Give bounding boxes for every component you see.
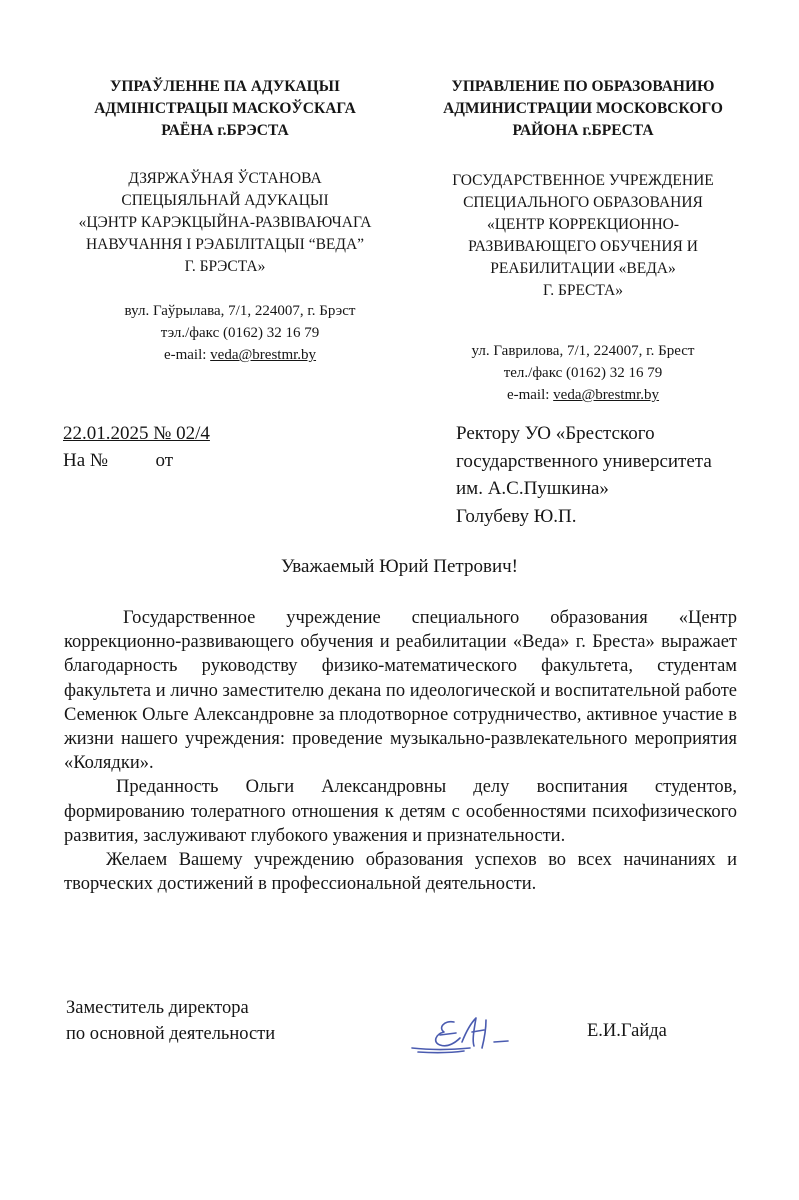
letter-body — [64, 606, 737, 896]
incoming-reference: На № от — [63, 450, 174, 471]
contacts-by — [40, 300, 410, 366]
email-link-ru[interactable]: veda@brestmr.by — [553, 387, 660, 403]
recipient-block: Ректору УО «Брестского государственного университета им. А.С.Пушкина» Голубеву Ю.П. — [456, 423, 712, 527]
handwritten-signature-icon — [410, 1008, 520, 1058]
org-name-ru: УПРАВЛЕНИЕ ПО ОБРАЗОВАНИЮ АДМИНИСТРАЦИИ МОСКОВСКОГО РАЙОНА г.БРЕСТА — [443, 78, 723, 139]
salutation: Уважаемый Юрий Петрович! — [281, 556, 518, 577]
header-belarusian — [40, 76, 410, 366]
contacts-ru — [400, 340, 766, 406]
email-ru: e-mail: veda@brestmr.by — [506, 387, 660, 403]
document-reference — [63, 420, 210, 474]
institution-name-ru: ГОСУДАРСТВЕННОЕ УЧРЕЖДЕНИЕ СПЕЦИАЛЬНОГО ОБРАЗОВАНИЯ «ЦЕНТР КОРРЕКЦИОННО- РАЗВИВАЮЩЕГО ОБУЧЕНИЯ И РЕАБИЛИТАЦИИ «ВЕДА» Г. БРЕСТА» — [452, 172, 714, 299]
phone-ru: тел./факс (0162) 32 16 79 — [503, 365, 663, 381]
date-and-number: 22.01.2025 № 02/4 — [63, 423, 210, 444]
address-by: вул. Гаўрылава, 7/1, 224007, г. Брэст — [124, 303, 356, 319]
paragraph-3: Желаем Вашему учреждению образования успехов во всех начинаниях и творческих достижений в профессиональной деятельности. — [64, 850, 737, 895]
email-by: e-mail: veda@brestmr.by — [163, 347, 317, 363]
institution-name-by: ДЗЯРЖАЎНАЯ ЎСТАНОВА СПЕЦЫЯЛЬНАЙ АДУКАЦЫІ «ЦЭНТР КАРЭКЦЫЙНА-РАЗВІВАЮЧАГА НАВУЧАННЯ І РЭАБІЛІТАЦЫІ “ВЕДА” Г. БРЭСТА» — [78, 170, 372, 275]
signatory-position: Заместитель директора по основной деятельности — [66, 998, 276, 1044]
email-link-by[interactable]: veda@brestmr.by — [210, 347, 317, 363]
phone-by: тэл./факс (0162) 32 16 79 — [160, 325, 320, 341]
header-russian — [400, 76, 766, 406]
paragraph-2: Преданность Ольги Александровны делу воспитания студентов, формированию толератного отношения к детям с особенностями психофизического развития, заслуживают глубокого уважения и признательности. — [64, 777, 737, 846]
paragraph-1: Государственное учреждение специального образования «Центр коррекционно-развивающего обучения и реабилитации «Веда» г. Бреста» выражает благодарность руководству физико-математического факультета, студентам факультета и лично заместителю декана по идеологической и воспитательной работе Семенюк Ольге Александровне за плодотворное сотрудничество, активное участие в жизни нашего учреждения: проведение музыкально-развлекательного мероприятия «Колядки». — [64, 608, 737, 774]
org-name-by: УПРАЎЛЕННЕ ПА АДУКАЦЫІ АДМІНІСТРАЦЫІ МАСКОЎСКАГА РАЁНА г.БРЭСТА — [94, 78, 356, 139]
signatory-name: Е.И.Гайда — [587, 1021, 667, 1041]
address-ru: ул. Гаврилова, 7/1, 224007, г. Брест — [471, 343, 695, 359]
